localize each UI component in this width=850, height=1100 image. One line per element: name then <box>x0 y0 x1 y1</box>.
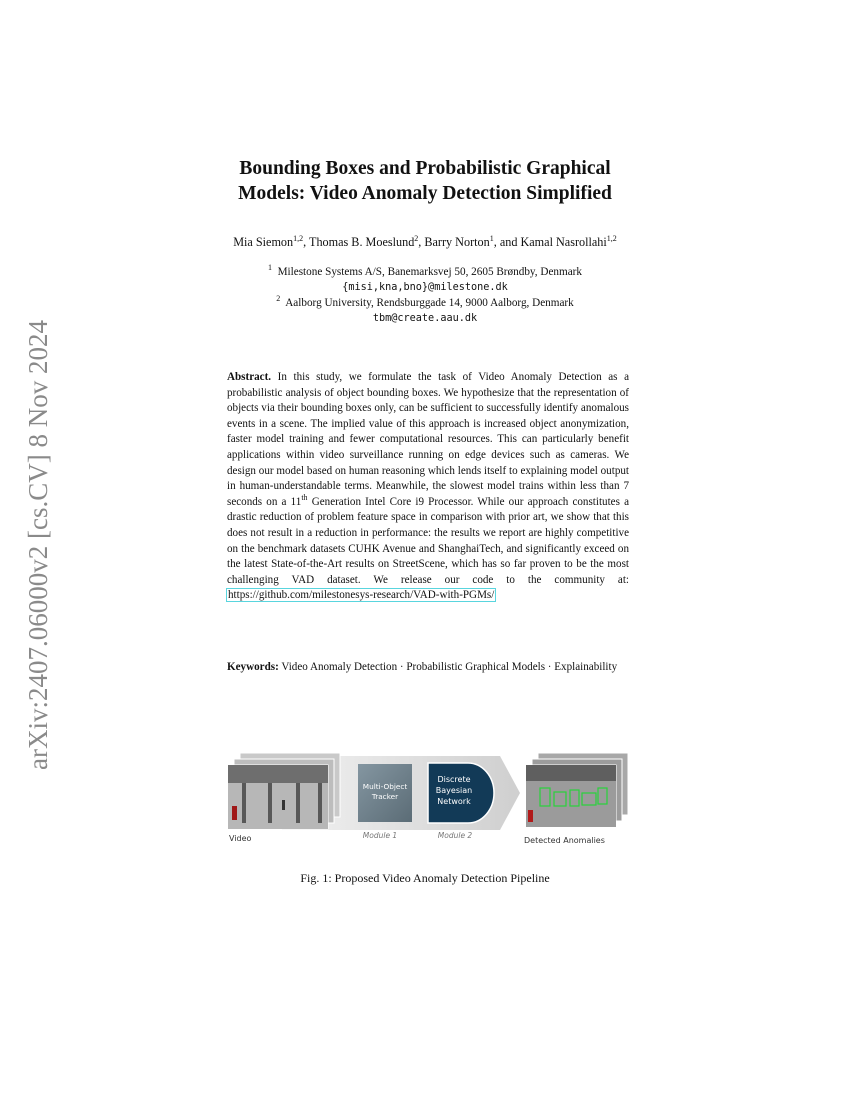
arxiv-stamp <box>14 280 58 780</box>
video-label: Video <box>229 834 252 843</box>
author-separator: , <box>303 235 309 249</box>
abstract-text-2: Generation Intel Core i9 Processor. While our approach constitutes a drastic reduction of problem feature space in comparison with prior art, we show that this does not result in a reduction in performance: the results we report are highly competitive on the benchmark datasets CUHK Avenue and ShanghaiTech, and significantly exceed on the latest State-of-the-Art results on StreetScene, which has so far proven to be the most challenging VAD dataset. We release our code to the community at: <box>227 495 629 586</box>
detected-anomalies-image <box>526 753 628 827</box>
author-name: Kamal Nasrollahi <box>520 235 607 249</box>
affiliation-text: Aalborg University, Rendsburggade 14, 9000 Aalborg, Denmark <box>285 297 574 309</box>
author-list <box>100 235 750 250</box>
bayes-line-2: Bayesian <box>435 786 473 795</box>
abstract <box>227 370 629 604</box>
affiliation-number: 1 <box>267 263 272 272</box>
affiliation-email: {misi,kna,bno}@milestone.dk <box>342 282 508 293</box>
keywords-heading: Keywords: <box>227 661 279 673</box>
affiliation-2 <box>120 296 730 326</box>
author-affil-sup: 2 <box>414 234 419 243</box>
author-affil-sup: 1,2 <box>293 234 304 243</box>
title-line-1: Bounding Boxes and Probabilistic Graphical <box>239 158 611 179</box>
arxiv-id: arXiv:2407.06000v2 [cs.CV] 8 Nov 2024 <box>23 320 53 770</box>
author-separator: , <box>418 235 425 249</box>
author-affil-sup: 1 <box>489 234 494 243</box>
tracker-line-2: Tracker <box>371 792 399 801</box>
code-link[interactable]: https://github.com/milestonesys-research/VAD-with-PGMs/ <box>228 589 495 602</box>
pipeline-figure <box>222 748 634 848</box>
affiliation-text: Milestone Systems A/S, Banemarksvej 50, 2605 Brøndby, Denmark <box>277 266 582 278</box>
author-affil-sup: 1,2 <box>606 234 617 243</box>
keywords-text: Video Anomaly Detection · Probabilistic Graphical Models · Explainability <box>281 661 618 673</box>
abstract-sup: th <box>301 492 308 502</box>
abstract-heading: Abstract. <box>227 371 272 383</box>
author-name: Thomas B. Moeslund <box>309 235 415 249</box>
bayes-line-3: Network <box>437 797 471 806</box>
abstract-text-1: In this study, we formulate the task of Video Anomaly Detection as a probabilistic analysis of object bounding boxes. We hypothesize that the representation of objects via their bounding boxes only, can be sufficient to successfully identify anomalous events in a scene. The implied value of this approach is increased object anonymization, faster model training and fewer computational resources. This can particularly benefit applications within video surveillance running on edge devices such as cameras. We design our model based on human reasoning which lends itself to explaining model output in human-understandable terms. Meanwhile, the slowest model trains within less than 7 seconds on a 11 <box>227 371 629 508</box>
title-line-2: Models: Video Anomaly Detection Simplified <box>238 183 612 204</box>
affiliation-1 <box>120 265 730 295</box>
video-frames-image <box>228 753 340 829</box>
keywords <box>227 660 629 676</box>
affiliation-number: 2 <box>276 294 281 303</box>
paper-title <box>150 156 700 206</box>
affiliation-email: tbm@create.aau.dk <box>372 313 478 324</box>
module-1-label: Module 1 <box>362 831 398 840</box>
author-name: Barry Norton <box>424 235 490 249</box>
module-2-label: Module 2 <box>437 831 473 840</box>
author-name: Mia Siemon <box>233 235 294 249</box>
author-separator: , and <box>493 235 521 249</box>
detected-anomalies-label: Detected Anomalies <box>524 836 605 845</box>
figure-caption: Fig. 1: Proposed Video Anomaly Detection Pipeline <box>300 871 550 885</box>
bayes-line-1: Discrete <box>437 775 471 784</box>
tracker-line-1: Multi-Object <box>362 782 408 791</box>
